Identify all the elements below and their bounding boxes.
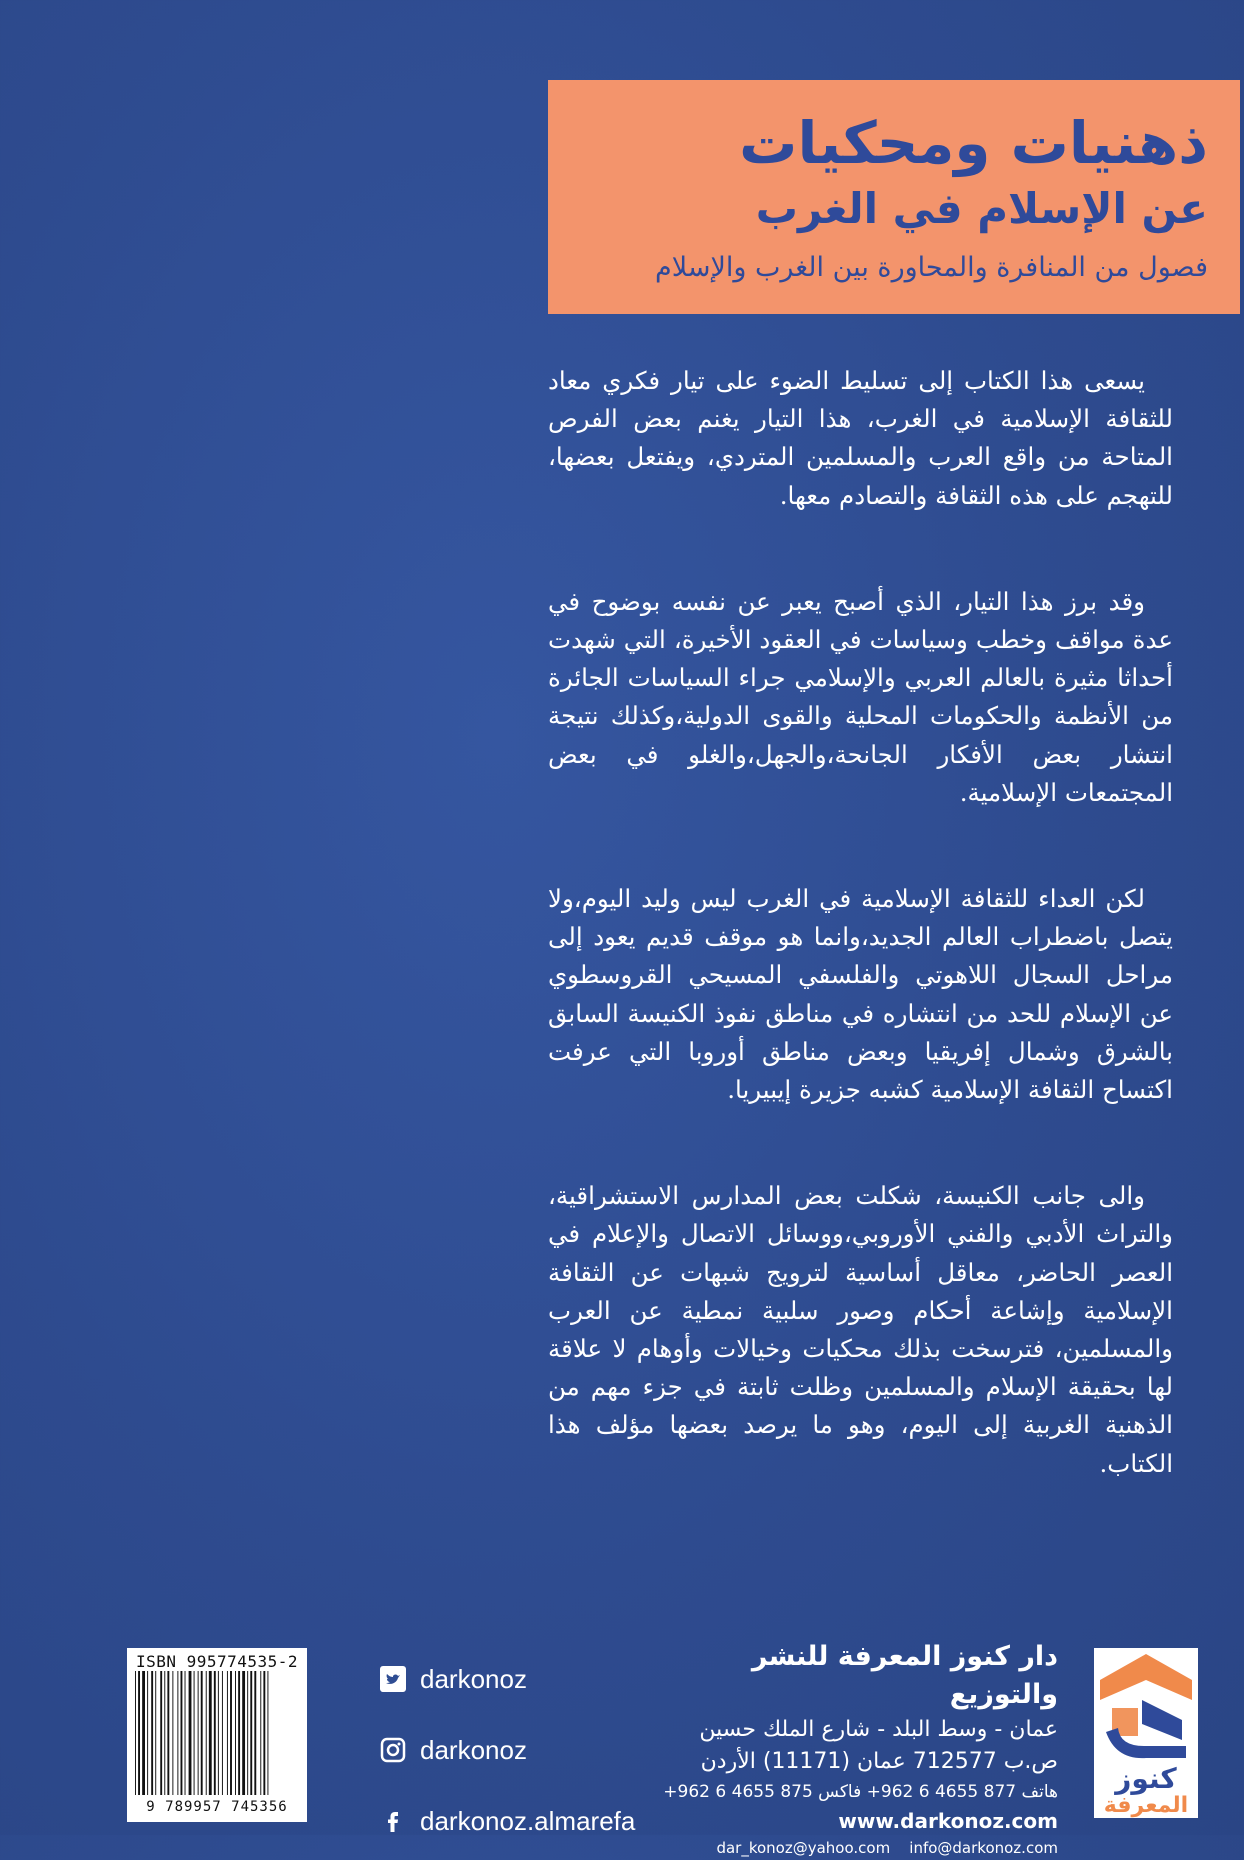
instagram-handle: darkonoz xyxy=(420,1734,527,1765)
blurb-paragraph: يسعى هذا الكتاب إلى تسليط الضوء على تيار فكري معاد للثقافة الإسلامية في الغرب، هذا التيار يغنم بعض الفرص المتاحة من واقع العرب والمسلمين المتردي، ويفتعل بعضها، للتهجم على هذه الثقافة والتصادم معها. xyxy=(548,366,1173,510)
barcode-bar xyxy=(267,1671,268,1795)
publisher-info xyxy=(650,1638,1058,1860)
barcode-bar xyxy=(206,1671,207,1795)
social-links xyxy=(380,1655,640,1845)
social-twitter[interactable] xyxy=(380,1655,640,1703)
barcode-bar xyxy=(254,1671,256,1795)
barcode-bar xyxy=(135,1671,136,1795)
barcode-bar xyxy=(260,1671,261,1795)
blurb-paragraph: لكن العداء للثقافة الإسلامية في الغرب ليس وليد اليوم،ولا يتصل باضطراب العالم الجديد،وانما هو موقف قديم يعود إلى مراحل السجال اللاهوتي والفلسفي المسيحي القروسطوي عن الإسلام للحد من انتشاره في مناطق نفوذ الكنيسة السابق بالشرق وشمال إفريقيا وبعض مناطق أوروبا التي عرفت اكتساح الثقافة الإسلامية كشبه جزيرة إيبيريا. xyxy=(548,884,1173,1105)
barcode-bar xyxy=(214,1671,216,1795)
barcode-bar xyxy=(164,1671,165,1795)
barcode-bar xyxy=(227,1671,228,1795)
barcode-bar xyxy=(247,1671,248,1795)
instagram-icon xyxy=(380,1737,406,1763)
blurb-paragraph: وقد برز هذا التيار، الذي أصبح يعبر عن نفسه بوضوح في عدة مواقف وخطب وسياسات في العقود الأخيرة، التي شهدت أحداثا مثيرة بالعالم العربي والإسلامي جراء السياسات الجائرة من الأنظمة والحكومات المحلية والقوى الدولية،وكذلك نتيجة انتشار بعض الأفكار الجانحة،والجهل،والغلو في بعض المجتمعات الإسلامية. xyxy=(548,586,1173,807)
social-instagram[interactable] xyxy=(380,1726,640,1774)
barcode-bar xyxy=(209,1671,212,1795)
barcode-bar xyxy=(198,1671,199,1795)
twitter-icon xyxy=(380,1666,406,1692)
barcode-bar xyxy=(172,1671,173,1795)
barcode-bar xyxy=(238,1671,240,1795)
logo-text-bottom: المعرفة xyxy=(1103,1793,1189,1818)
title-box xyxy=(548,80,1240,314)
logo-text-top: كنوز xyxy=(1115,1762,1177,1795)
barcode-bar xyxy=(218,1671,219,1795)
publisher-phone: هاتف 877 4655 6 962+ فاكس 875 4655 6 962+ xyxy=(663,1782,1058,1802)
barcode-bar xyxy=(189,1671,192,1795)
book-subtitle: عن الإسلام في الغرب xyxy=(755,184,1208,233)
blurb-text xyxy=(548,362,1173,1551)
barcode-bar xyxy=(222,1671,223,1795)
publisher-email-2[interactable]: info@darkonoz.com xyxy=(909,1839,1058,1857)
publisher-po-box: ص.ب 712577 عمان (11171) الأردن xyxy=(700,1749,1058,1774)
barcode-bar xyxy=(263,1671,265,1795)
publisher-address: عمان - وسط البلد - شارع الملك حسين xyxy=(699,1717,1058,1742)
barcode-bar xyxy=(142,1671,145,1795)
barcode-bar xyxy=(250,1671,252,1795)
publisher-email-1[interactable]: dar_konoz@yahoo.com xyxy=(716,1839,891,1857)
barcode-bar xyxy=(181,1671,183,1795)
barcode-bar xyxy=(151,1671,153,1795)
barcode-bar xyxy=(147,1671,148,1795)
barcode-bar xyxy=(138,1671,140,1795)
barcode-bar xyxy=(194,1671,195,1795)
barcode-bar xyxy=(167,1671,169,1795)
isbn-label: ISBN 995774535-2 xyxy=(135,1652,299,1671)
barcode-bar xyxy=(235,1671,236,1795)
facebook-handle: darkonoz.almarefa xyxy=(420,1805,636,1836)
blurb-paragraph: والى جانب الكنيسة، شكلت بعض المدارس الاستشراقية، والتراث الأدبي والفني الأوروبي،ووسائل الاتصال والإعلام في العصر الحاضر، معاقل أساسية لترويج شبهات عن الثقافة الإسلامية وإشاعة أحكام وصور سلبية نمطية عن العرب والمسلمين، فترسخت بذلك محكيات وخيالات وأوهام لا علاقة لها بحقيقة الإسلام والمسلمين وظلت ثابتة في جزء مهم من الذهنية الغربية إلى اليوم، وهو ما يرصد بعضها مؤلف هذا الكتاب. xyxy=(548,1181,1173,1478)
isbn-digits: 9 789957 745356 xyxy=(146,1799,288,1815)
barcode-bars xyxy=(133,1671,301,1795)
publisher-website[interactable]: www.darkonoz.com xyxy=(838,1809,1058,1833)
publisher-emails xyxy=(650,1836,1058,1860)
barcode-bar xyxy=(160,1671,162,1795)
twitter-handle: darkonoz xyxy=(420,1663,527,1694)
barcode-bar xyxy=(177,1671,178,1795)
isbn-barcode xyxy=(127,1648,307,1822)
barcode-bar xyxy=(201,1671,203,1795)
social-facebook[interactable] xyxy=(380,1797,640,1845)
book-subtitle-2: فصول من المنافرة والمحاورة بين الغرب والإسلام xyxy=(655,252,1208,283)
barcode-bar xyxy=(242,1671,245,1795)
book-title: ذهنيات ومحكيات xyxy=(739,109,1208,177)
facebook-icon xyxy=(380,1808,406,1834)
barcode-bar xyxy=(185,1671,186,1795)
publisher-logo xyxy=(1086,1640,1206,1818)
barcode-bar xyxy=(230,1671,232,1795)
publisher-name: دار كنوز المعرفة للنشر والتوزيع xyxy=(751,1641,1058,1710)
barcode-bar xyxy=(155,1671,156,1795)
